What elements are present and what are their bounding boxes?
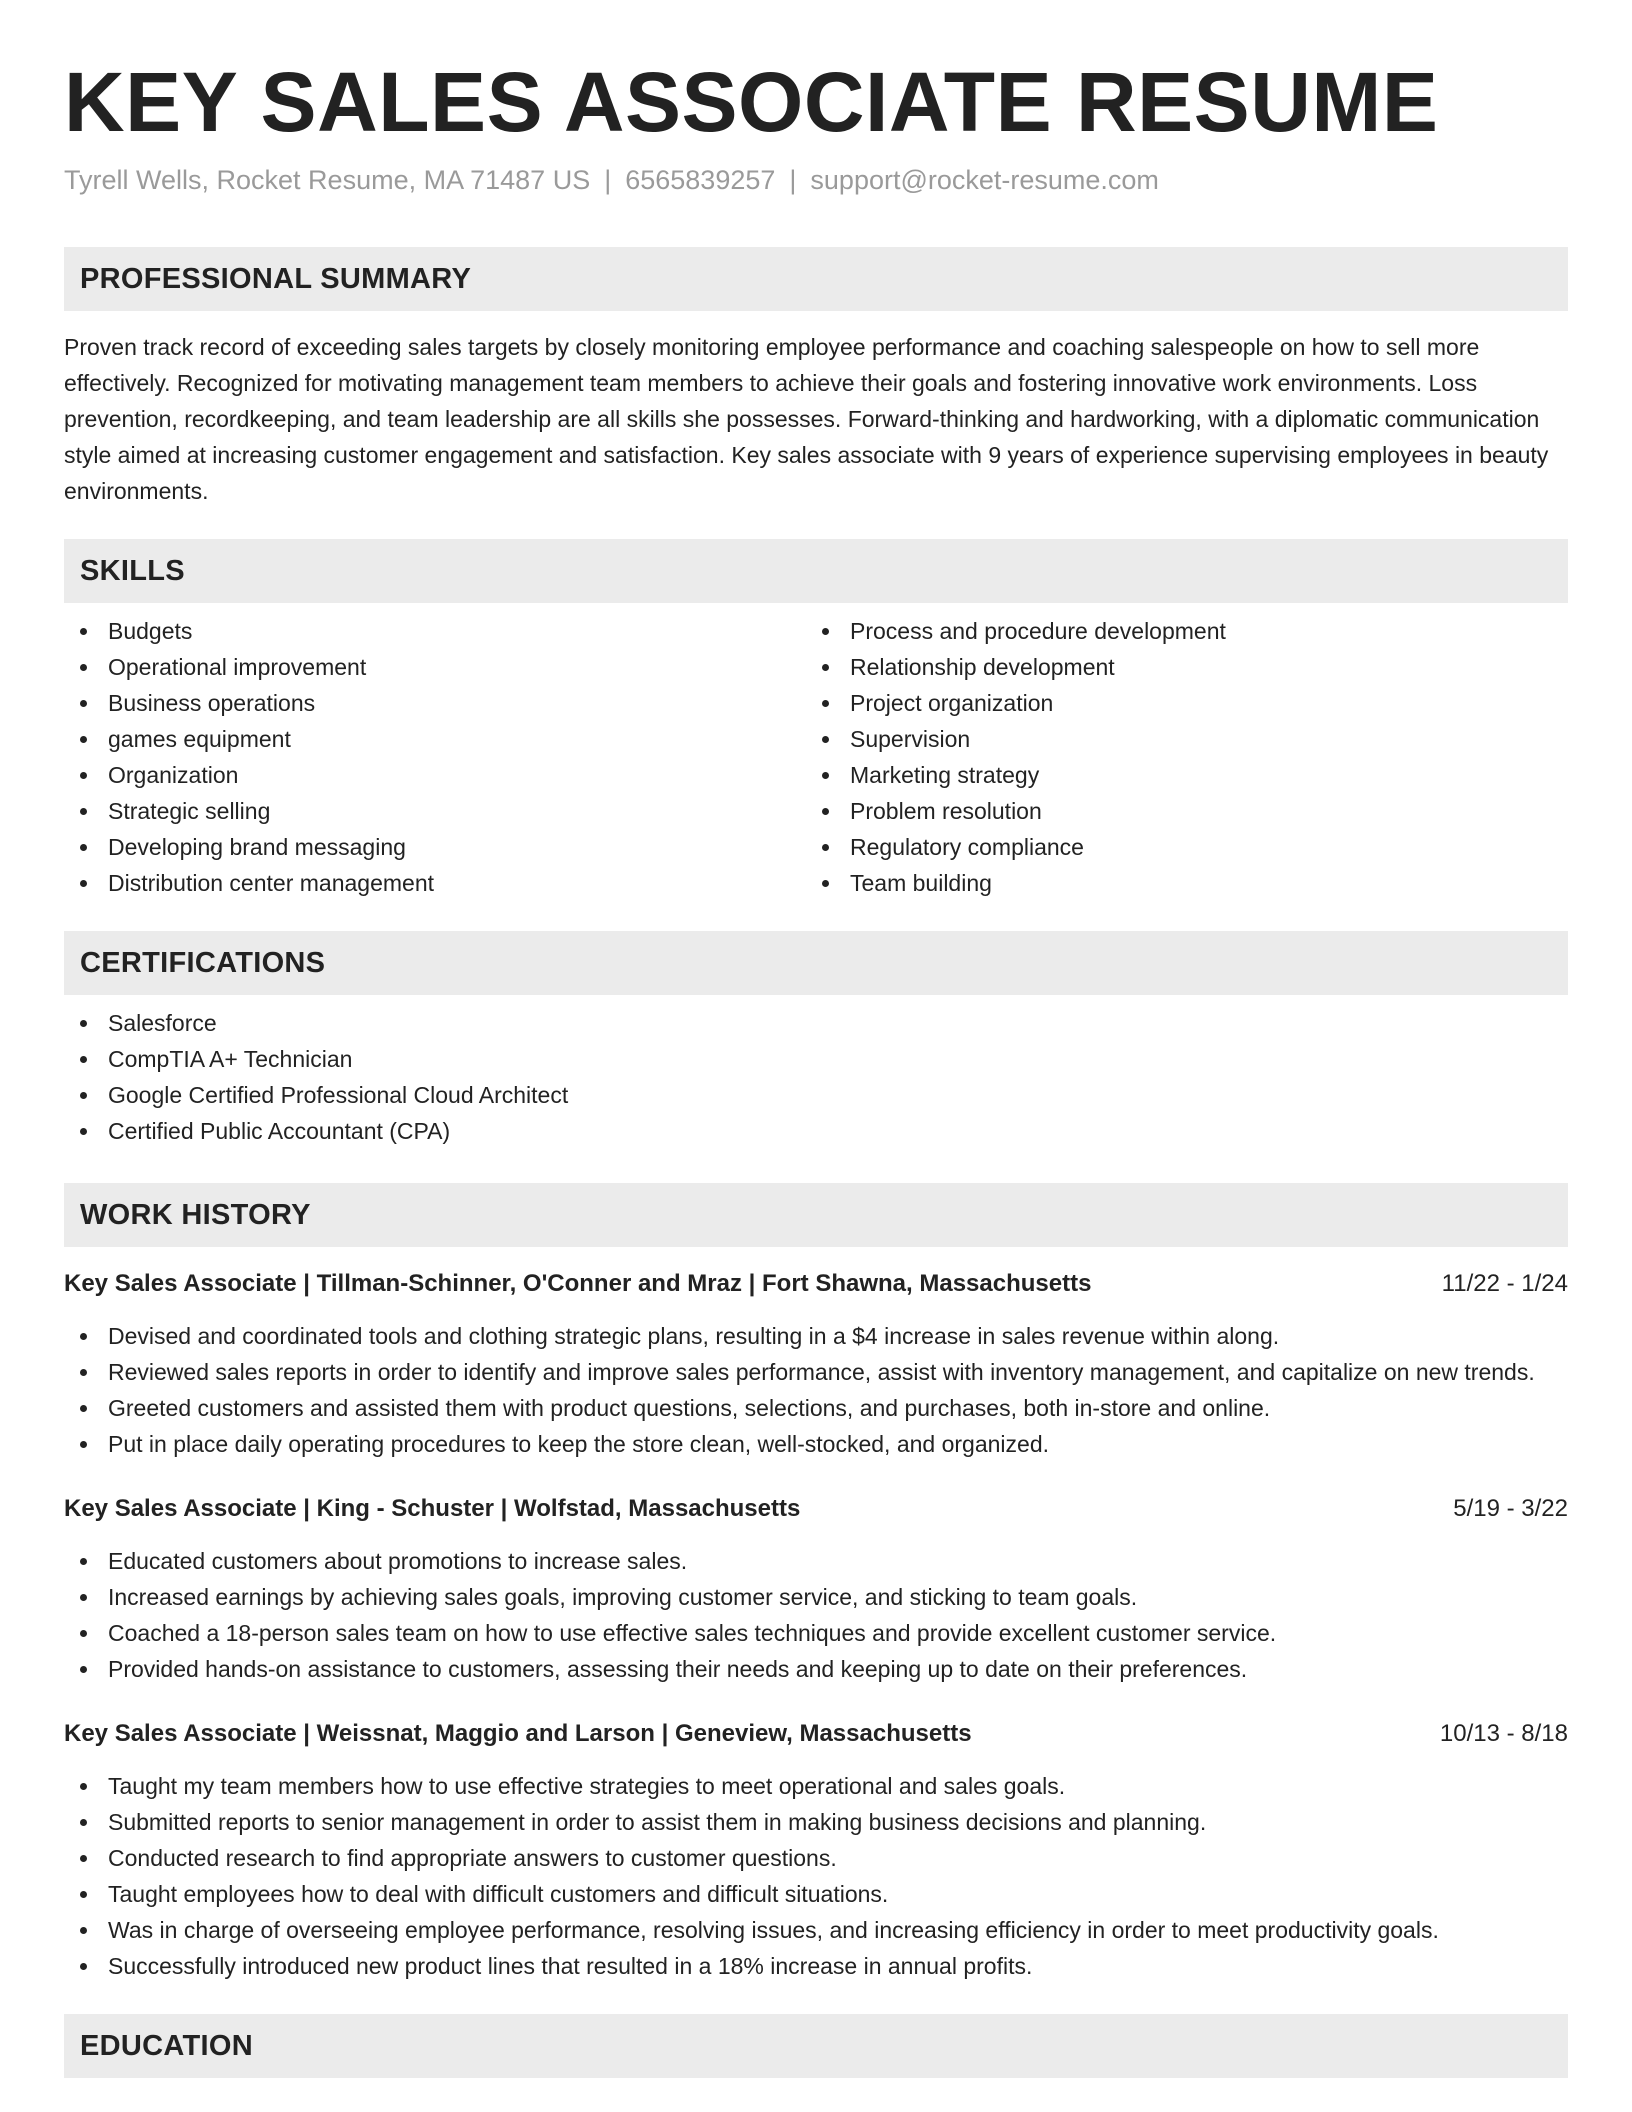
work-heading: WORK HISTORY — [80, 1198, 311, 1231]
job-bullet: Was in charge of overseeing employee performance, resolving issues, and increasing efficiency in order to meet productivity goals. — [64, 1912, 1568, 1948]
skill-item: games equipment — [64, 721, 806, 757]
certifications-list — [64, 1005, 1568, 1149]
job-bullets — [64, 1543, 1568, 1687]
skill-item: Regulatory compliance — [806, 829, 1548, 865]
contact-line — [64, 163, 1568, 197]
job-entry — [64, 1491, 1568, 1687]
summary-section-header — [64, 247, 1568, 311]
job-heading: Key Sales Associate | Weissnat, Maggio and Larson | Geneview, Massachusetts — [64, 1720, 972, 1747]
certifications-heading: CERTIFICATIONS — [80, 946, 326, 979]
certification-item: Certified Public Accountant (CPA) — [64, 1113, 1568, 1149]
job-bullet: Devised and coordinated tools and clothing strategic plans, resulting in a $4 increase in sales revenue within along. — [64, 1318, 1568, 1354]
resume-title: KEY SALES ASSOCIATE RESUME — [64, 55, 1439, 149]
skill-item: Supervision — [806, 721, 1548, 757]
job-entry — [64, 1716, 1568, 1984]
contact-phone: 6565839257 — [625, 165, 776, 195]
job-header — [64, 1491, 1568, 1527]
job-bullet: Educated customers about promotions to increase sales. — [64, 1543, 1568, 1579]
skills-heading: SKILLS — [80, 554, 185, 587]
certification-item: Salesforce — [64, 1005, 1568, 1041]
job-heading: Key Sales Associate | King - Schuster | Wolfstad, Massachusetts — [64, 1495, 801, 1522]
job-bullet: Taught my team members how to use effective strategies to meet operational and sales goals. — [64, 1768, 1568, 1804]
job-dates: 11/22 - 1/24 — [1441, 1270, 1568, 1297]
contact-email: support@rocket-resume.com — [810, 165, 1159, 195]
job-bullet: Taught employees how to deal with difficult customers and difficult situations. — [64, 1876, 1568, 1912]
contact-address: Tyrell Wells, Rocket Resume, MA 71487 US — [64, 165, 591, 195]
job-heading: Key Sales Associate | Tillman-Schinner, O'Conner and Mraz | Fort Shawna, Massachusetts — [64, 1270, 1092, 1297]
skill-item: Team building — [806, 865, 1548, 901]
skill-item: Operational improvement — [64, 649, 806, 685]
skill-item: Project organization — [806, 685, 1548, 721]
resume-content — [64, 0, 1568, 2078]
job-bullet: Put in place daily operating procedures to keep the store clean, well-stocked, and organized. — [64, 1426, 1568, 1462]
job-bullet: Reviewed sales reports in order to identify and improve sales performance, assist with inventory management, and capitalize on new trends. — [64, 1354, 1568, 1390]
skill-item: Strategic selling — [64, 793, 806, 829]
skill-item: Process and procedure development — [806, 613, 1548, 649]
job-bullets — [64, 1318, 1568, 1462]
certifications-section-header — [64, 931, 1568, 995]
job-header — [64, 1266, 1568, 1302]
job-bullet: Coached a 18-person sales team on how to use effective sales techniques and provide excellent customer service. — [64, 1615, 1568, 1651]
skill-item: Developing brand messaging — [64, 829, 806, 865]
skill-item: Problem resolution — [806, 793, 1548, 829]
summary-heading: PROFESSIONAL SUMMARY — [80, 262, 472, 295]
job-dates: 10/13 - 8/18 — [1439, 1720, 1568, 1747]
skills-list-left — [64, 613, 806, 901]
job-header — [64, 1716, 1568, 1752]
skills-list-right — [806, 613, 1548, 901]
education-heading: EDUCATION — [80, 2029, 253, 2062]
skill-item: Budgets — [64, 613, 806, 649]
skills-section-header — [64, 539, 1568, 603]
job-bullet: Submitted reports to senior management in order to assist them in making business decisions and planning. — [64, 1804, 1568, 1840]
job-entry — [64, 1266, 1568, 1462]
skill-item: Relationship development — [806, 649, 1548, 685]
skills-grid — [64, 613, 1568, 901]
skill-item: Business operations — [64, 685, 806, 721]
education-section-header — [64, 2014, 1568, 2078]
job-bullet: Provided hands-on assistance to customers, assessing their needs and keeping up to date on their preferences. — [64, 1651, 1568, 1687]
skill-item: Distribution center management — [64, 865, 806, 901]
work-section-header — [64, 1183, 1568, 1247]
skill-item: Marketing strategy — [806, 757, 1548, 793]
certification-item: Google Certified Professional Cloud Architect — [64, 1077, 1568, 1113]
contact-separator: | — [789, 165, 797, 195]
job-dates: 5/19 - 3/22 — [1453, 1495, 1568, 1522]
job-bullet: Successfully introduced new product lines that resulted in a 18% increase in annual profits. — [64, 1948, 1568, 1984]
certification-item: CompTIA A+ Technician — [64, 1041, 1568, 1077]
summary-text: Proven track record of exceeding sales targets by closely monitoring employee performance and coaching salespeople on how to sell more effectively. Recognized for motivating management team members to achieve their goals and fostering innovative work environments. Loss prevention, recordkeeping, and team leadership are all skills she possesses. Forward-thinking and hardworking, with a diplomatic communication style aimed at increasing customer engagement and satisfaction. Key sales associate with 9 years of experience supervising employees in beauty environments. — [64, 334, 1549, 504]
job-bullet: Conducted research to find appropriate answers to customer questions. — [64, 1840, 1568, 1876]
job-bullet: Increased earnings by achieving sales goals, improving customer service, and sticking to team goals. — [64, 1579, 1568, 1615]
skill-item: Organization — [64, 757, 806, 793]
contact-separator: | — [604, 165, 612, 195]
job-bullet: Greeted customers and assisted them with product questions, selections, and purchases, both in-store and online. — [64, 1390, 1568, 1426]
job-bullets — [64, 1768, 1568, 1984]
